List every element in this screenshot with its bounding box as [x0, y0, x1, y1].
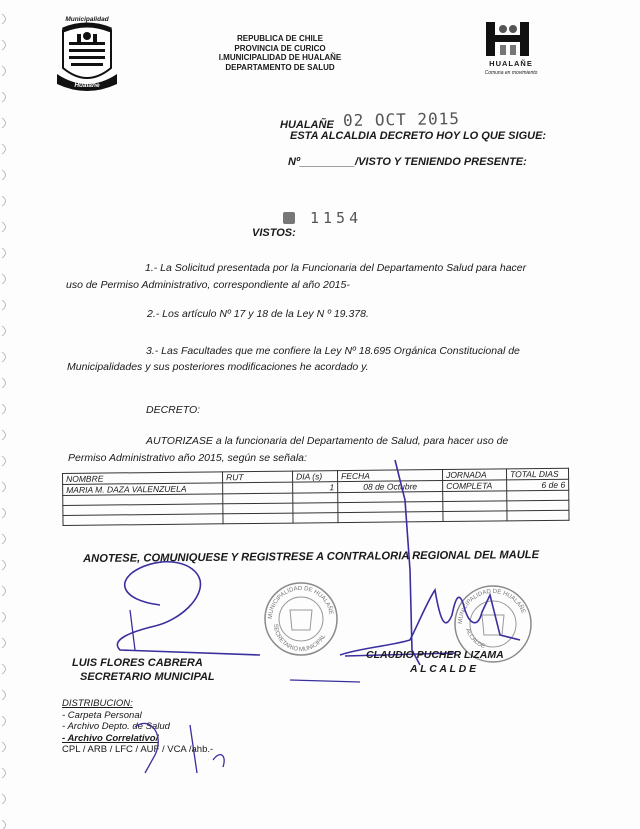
binder-holes	[0, 0, 14, 829]
hualane-logo	[476, 20, 546, 80]
header-line: DEPARTAMENTO DE SALUD	[225, 62, 335, 72]
stamp-mark	[283, 212, 295, 224]
mayor-name: CLAUDIO PUCHER LIZAMA	[366, 649, 504, 661]
table-header: RUT	[222, 471, 292, 483]
seal-text-top: MUNICIPALIDAD DE HUALAÑE	[457, 588, 526, 625]
distribution-ink-marks	[95, 705, 245, 775]
crest-text-top: Municipalidad	[65, 16, 109, 23]
logo-name: HUALAÑE	[489, 59, 533, 68]
decree-number-stamp: 1154	[310, 209, 363, 227]
distribution-item: - Archivo Correlativo/	[62, 732, 159, 744]
distribution-initials: CPL / ARB / LFC / AUF / VCA /ahb.-	[62, 744, 214, 755]
municipal-crest-logo	[55, 18, 119, 92]
table-header: TOTAL DIAS	[506, 468, 568, 480]
item-1-line-1: 1.- La Solicitud presentada por la Funcionaria del Departamento Salud para hacer	[145, 262, 527, 274]
item-3-line-2: Municipalidades y sus posteriores modificaciones he acordado y.	[67, 361, 369, 373]
authorization-line-1: AUTORIZASE a la funcionaria del Departamento de Salud, para hacer uso de	[146, 435, 509, 447]
table-header: FECHA	[337, 470, 442, 482]
seal-text-top: MUNICIPALIDAD DE HUALAÑE	[267, 585, 334, 620]
table-cell: 08 de Octubre	[338, 481, 443, 493]
item-3-line-1: 3.- Las Facultades que me confiere la Ley Nº 18.695 Orgánica Constitucional de	[146, 345, 520, 357]
authorization-line-2: Permiso Administrativo año 2015, según se señala:	[68, 452, 307, 464]
distribution-item: - Carpeta Personal	[62, 709, 142, 721]
mayor-title: A L C A L D E	[410, 663, 477, 675]
header-line: REPUBLICA DE CHILE	[237, 34, 323, 43]
decree-number-label: Nº_________/VISTO Y TENIENDO PRESENTE:	[288, 156, 527, 168]
logo-tagline: Comuna en movimiento	[484, 70, 538, 76]
item-2: 2.- Los artículo Nº 17 y 18 de la Ley N º 19.378.	[147, 308, 369, 320]
vistos-heading: VISTOS:	[252, 227, 296, 239]
decree-place: HUALAÑE	[280, 119, 334, 131]
distribution-title: DISTRIBUCION:	[62, 698, 133, 709]
document-header	[205, 34, 355, 72]
table-cell: 6 de 6	[507, 479, 569, 491]
table-cell: MARIA M. DAZA VALENZUELA	[63, 483, 223, 496]
header-line: PROVINCIA DE CURICO	[234, 43, 326, 53]
date-stamp: 02 OCT 2015	[342, 108, 461, 131]
item-1-line-2: uso de Permiso Administrativo, correspondiente al año 2015-	[66, 279, 350, 291]
seal-text-bottom: SECRETARIO MUNICIPAL	[271, 623, 328, 654]
table-cell: COMPLETA	[443, 480, 507, 492]
crest-text-bottom: Hualañe	[74, 82, 100, 89]
header-line: I.MUNICIPALIDAD DE HUALAÑE	[218, 53, 342, 62]
secretary-name: LUIS FLORES CABRERA	[72, 657, 203, 669]
table-header: NOMBRE	[63, 472, 223, 485]
distribution-item: - Archivo Depto. de Salud	[62, 721, 170, 732]
closing-statement: ANOTESE, COMUNIQUESE Y REGISTRESE A CONTRALORIA REGIONAL DEL MAULE	[83, 549, 540, 565]
decreto-heading: DECRETO:	[146, 404, 201, 416]
table-cell: 1	[293, 482, 338, 493]
seal-text-bottom: ALCALDE	[464, 627, 486, 651]
secretary-title: SECRETARIO MUNICIPAL	[80, 671, 215, 683]
table-header: JORNADA	[442, 469, 506, 481]
decree-opening: ESTA ALCALDIA DECRETO HOY LO QUE SIGUE:	[290, 130, 547, 142]
table-header: DIA (s)	[292, 471, 337, 482]
